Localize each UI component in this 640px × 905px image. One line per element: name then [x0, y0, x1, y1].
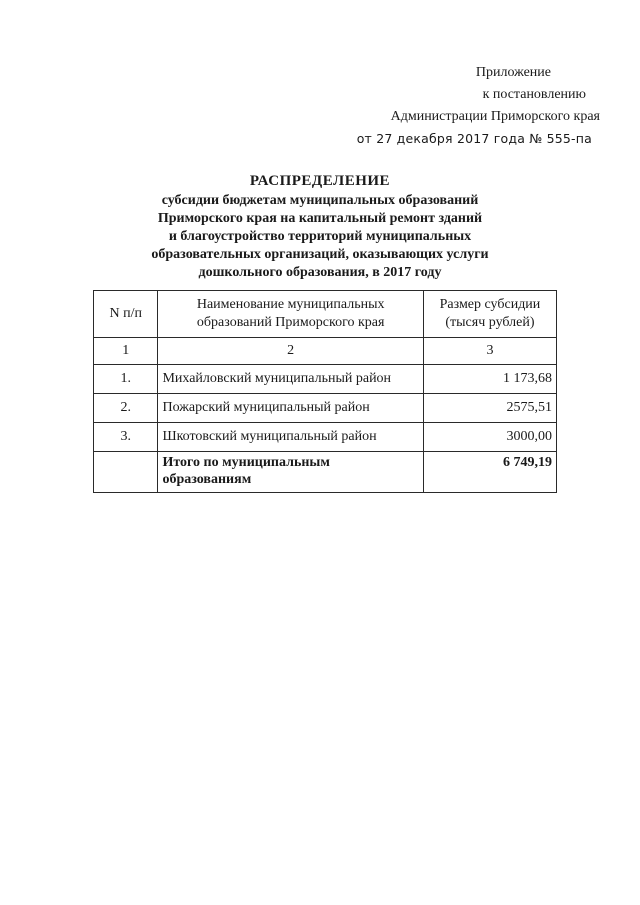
- title-line-2: Приморского края на капитальный ремонт зданий: [157, 211, 483, 226]
- title-line-3: и благоустройство территорий муниципальных: [168, 229, 472, 244]
- row-name: Шкотовский муниципальный район: [158, 423, 423, 452]
- title-line-4: образовательных организаций, оказывающих услуги: [151, 247, 489, 262]
- column-index-row: [94, 338, 557, 365]
- column-index-1: 1: [94, 338, 158, 365]
- row-num: 2.: [94, 394, 158, 423]
- total-num-empty: [94, 452, 158, 493]
- table-header-row: [94, 291, 557, 338]
- annex-date-number: от 27 декабря 2017 года № 555-па: [356, 131, 592, 146]
- annex-block: [350, 62, 600, 150]
- annex-reference: к постановлению: [482, 87, 586, 102]
- row-amount: 3000,00: [423, 423, 556, 452]
- row-amount: 2575,51: [423, 394, 556, 423]
- total-row: [94, 452, 557, 493]
- table-row: [94, 423, 557, 452]
- subsidy-table: [93, 290, 557, 493]
- annex-label: Приложение: [475, 65, 551, 80]
- table-row: [94, 365, 557, 394]
- header-amount: Размер субсидии (тысяч рублей): [423, 291, 556, 338]
- total-amount: 6 749,19: [423, 452, 556, 493]
- row-num: 3.: [94, 423, 158, 452]
- row-name: Михайловский муниципальный район: [158, 365, 423, 394]
- row-amount: 1 173,68: [423, 365, 556, 394]
- document-title: [100, 172, 540, 282]
- header-num: N п/п: [94, 291, 158, 338]
- total-label: Итого по муниципальным образованиям: [158, 452, 423, 493]
- column-index-3: 3: [423, 338, 556, 365]
- row-name: Пожарский муниципальный район: [158, 394, 423, 423]
- title-line-1: субсидии бюджетам муниципальных образований: [161, 193, 479, 208]
- title-line-5: дошкольного образования, в 2017 году: [198, 265, 442, 280]
- title-heading: РАСПРЕДЕЛЕНИЕ: [249, 173, 391, 189]
- row-num: 1.: [94, 365, 158, 394]
- header-name: Наименование муниципальных образований Приморского края: [158, 291, 423, 338]
- annex-authority: Администрации Приморского края: [390, 109, 600, 124]
- column-index-2: 2: [158, 338, 423, 365]
- table-row: [94, 394, 557, 423]
